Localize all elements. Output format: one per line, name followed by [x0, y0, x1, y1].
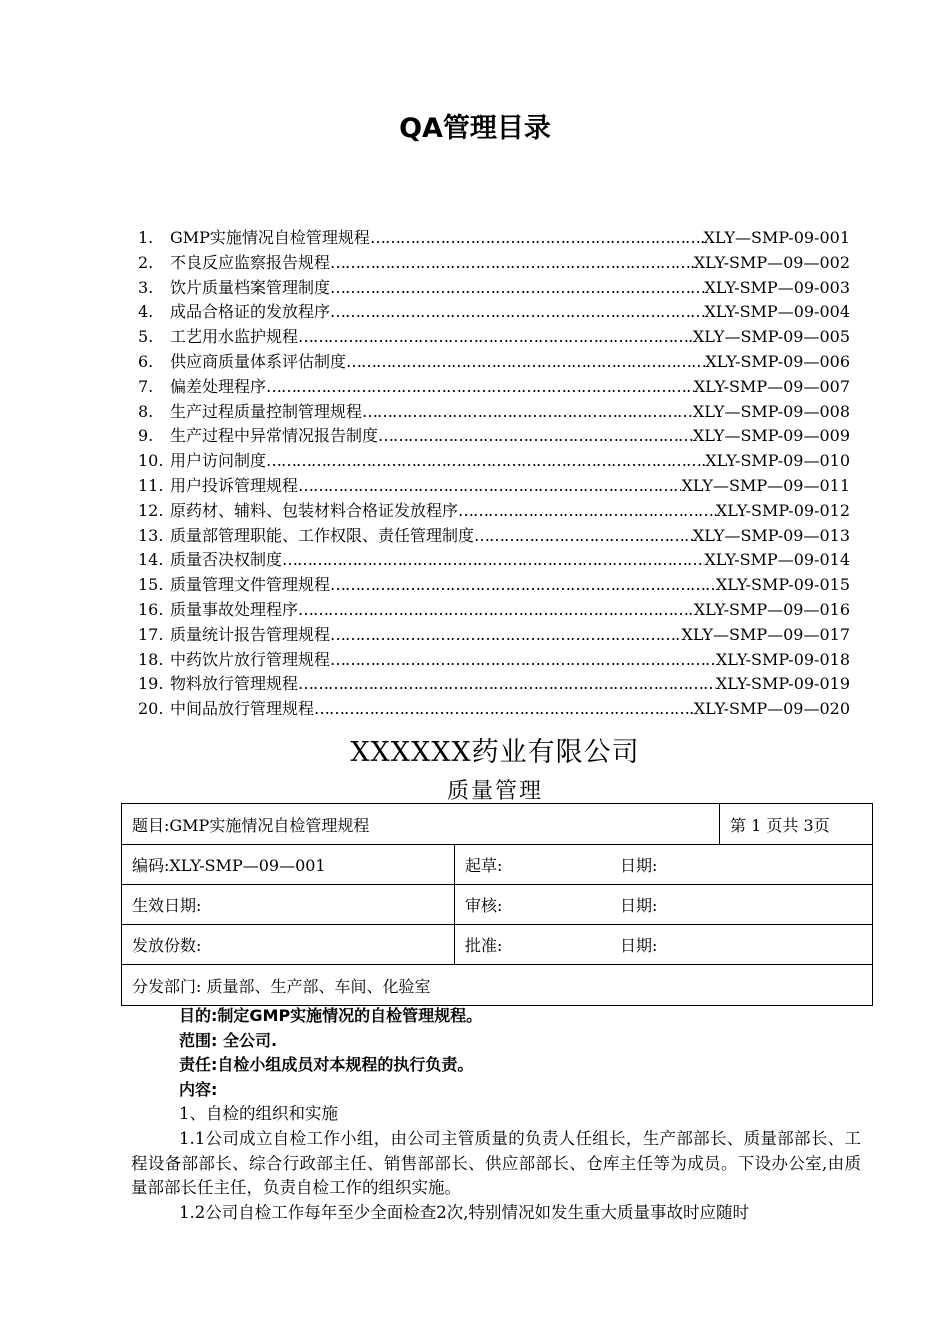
form-distribution: 分发部门: 质量部、生产部、车间、化验室 [132, 976, 431, 996]
toc-number: 17. [138, 624, 164, 644]
toc-title: 不良反应监察报告规程 [170, 252, 331, 272]
toc-entry [138, 424, 858, 449]
toc-number: 6. [138, 351, 154, 371]
toc-title: 用户访问制度 [170, 451, 267, 471]
toc-number: 14. [138, 550, 164, 570]
toc-number: 5. [138, 327, 154, 347]
form-copies: 发放份数: [122, 925, 455, 964]
toc-entry [138, 350, 858, 375]
toc-number: 8. [138, 401, 154, 421]
toc-entry [138, 524, 858, 549]
toc-code: XLY—SMP-09—005 [692, 327, 850, 347]
toc-leader [362, 400, 693, 425]
toc-entry [138, 598, 858, 623]
toc-entry [138, 623, 858, 648]
document-title: QA管理目录 [399, 113, 551, 144]
form-review-label: 审核: [465, 896, 503, 915]
scope-line: 范围: 全公司. [179, 1030, 278, 1050]
form-code: 编码:XLY-SMP—09—001 [122, 845, 455, 884]
form-row-code [122, 845, 872, 885]
procedure-body [131, 1004, 861, 1225]
toc-title: 质量否决权制度 [170, 550, 283, 570]
toc-leader [330, 300, 704, 325]
toc-entry [138, 226, 858, 251]
content-heading: 内容: [179, 1079, 218, 1099]
form-approve-date: 日期: [620, 936, 658, 955]
form-row-effective [122, 885, 872, 925]
toc-number: 7. [138, 376, 154, 396]
toc-title: 物料放行管理规程 [170, 674, 299, 694]
toc-title: 用户投诉管理规程 [170, 475, 299, 495]
toc-code: XLY-SMP—09—007 [693, 376, 850, 396]
document-header-form [121, 803, 873, 1006]
toc-leader [298, 325, 693, 350]
form-approve-label: 批准: [465, 936, 503, 955]
toc-title: 中间品放行管理规程 [170, 699, 315, 719]
toc-entry [138, 697, 858, 722]
toc-code: XLY—SMP-09-001 [703, 228, 850, 247]
purpose-line: 目的:制定GMP实施情况的自检管理规程。 [179, 1006, 483, 1025]
toc-leader [474, 524, 693, 549]
toc-title: 生产过程中异常情况报告制度 [170, 426, 379, 446]
table-of-contents [138, 226, 858, 722]
toc-leader [378, 424, 693, 449]
form-row-distribution [122, 965, 872, 1005]
toc-entry [138, 251, 858, 276]
toc-leader [330, 276, 704, 301]
toc-leader [370, 226, 704, 251]
paragraph: 1.1公司成立自检工作小组，由公司主管质量的负责人任组长，生产部部长、质量部部长、工程设备部部长、综合行政部主任、销售部部长、供应部部长、仓库主任等为成员。下设办公室,由质量部部长任主任，负责自检工作的组织实施。 [131, 1128, 861, 1198]
toc-code: XLY-SMP-09—006 [705, 351, 850, 371]
toc-entry [138, 548, 858, 573]
toc-number: 12. [138, 500, 164, 520]
toc-number: 13. [138, 525, 164, 545]
toc-entry [138, 648, 858, 673]
toc-leader [266, 375, 694, 400]
toc-number: 15. [138, 575, 164, 595]
toc-title: 中药饮片放行管理规程 [170, 649, 331, 669]
toc-leader [346, 350, 705, 375]
toc-leader [314, 697, 694, 722]
form-title: 题目:GMP实施情况自检管理规程 [122, 804, 720, 844]
toc-number: 18. [138, 649, 164, 669]
toc-leader [298, 474, 681, 499]
toc-code: XLY-SMP-09-019 [715, 674, 850, 694]
toc-code: XLY—SMP—09—011 [681, 475, 850, 495]
form-effective-date: 生效日期: [122, 885, 455, 924]
toc-leader [330, 573, 716, 598]
toc-number: 4. [138, 302, 154, 322]
toc-code: XLY—SMP-09—013 [692, 525, 850, 545]
toc-entry [138, 449, 858, 474]
toc-code: XLY—SMP-09—008 [692, 401, 850, 421]
toc-title: 饮片质量档案管理制度 [170, 277, 331, 297]
toc-entry [138, 375, 858, 400]
toc-entry [138, 400, 858, 425]
toc-number: 19. [138, 674, 164, 694]
toc-entry [138, 325, 858, 350]
toc-number: 16. [138, 599, 164, 619]
toc-title: 偏差处理程序 [170, 376, 267, 396]
toc-code: XLY-SMP—09-014 [704, 550, 850, 570]
toc-title: GMP实施情况自检管理规程 [170, 228, 370, 247]
form-row-copies [122, 925, 872, 965]
toc-leader [330, 648, 716, 673]
toc-code: XLY-SMP—09—016 [693, 599, 850, 619]
toc-title: 原药材、辅料、包装材料合格证发放程序 [170, 500, 459, 520]
toc-entry [138, 672, 858, 697]
toc-title: 生产过程质量控制管理规程 [170, 401, 363, 421]
toc-code: XLY-SMP-09-012 [715, 500, 850, 520]
toc-number: 10. [138, 451, 164, 471]
toc-title: 质量事故处理程序 [170, 599, 299, 619]
page-indicator: 第 1 页共 3页 [730, 815, 830, 835]
toc-code: XLY-SMP-09—010 [705, 451, 850, 471]
form-draft-label: 起草: [465, 856, 503, 875]
toc-entry [138, 573, 858, 598]
form-row-title [122, 804, 872, 845]
toc-code: XLY—SMP—09—017 [681, 624, 850, 644]
toc-title: 工艺用水监护规程 [170, 327, 299, 347]
toc-entry [138, 300, 858, 325]
toc-entry [138, 474, 858, 499]
toc-code: XLY-SMP-09-015 [715, 575, 850, 595]
toc-title: 供应商质量体系评估制度 [170, 351, 347, 371]
toc-leader [282, 548, 704, 573]
toc-code: XLY-SMP—09-004 [704, 302, 850, 322]
toc-number: 2. [138, 252, 154, 272]
toc-number: 11. [138, 475, 164, 495]
toc-code: XLY—SMP-09—009 [692, 426, 850, 446]
section-heading: 1、自检的组织和实施 [179, 1104, 338, 1124]
department-title: 质量管理 [446, 779, 543, 804]
toc-leader [330, 251, 694, 276]
form-draft-date: 日期: [620, 856, 658, 875]
toc-number: 3. [138, 277, 154, 297]
toc-leader [298, 672, 716, 697]
company-name: XXXXXX药业有限公司 [350, 737, 640, 768]
toc-entry [138, 499, 858, 524]
toc-title: 质量部管理职能、工作权限、责任管理制度 [170, 525, 475, 545]
toc-number: 9. [138, 426, 154, 446]
toc-code: XLY-SMP—09—020 [693, 699, 850, 719]
toc-title: 质量管理文件管理规程 [170, 575, 331, 595]
toc-code: XLY-SMP—09—002 [693, 252, 850, 272]
paragraph: 1.2公司自检工作每年至少全面检查2次,特别情况如发生重大质量事故时应随时 [179, 1202, 749, 1222]
toc-code: XLY-SMP-09-018 [715, 649, 850, 669]
toc-number: 20. [138, 699, 164, 719]
toc-leader [330, 623, 681, 648]
form-review-date: 日期: [620, 896, 658, 915]
toc-leader [298, 598, 694, 623]
responsibility-line: 责任:自检小组成员对本规程的执行负责。 [179, 1055, 474, 1075]
toc-code: XLY-SMP—09-003 [704, 277, 850, 297]
toc-title: 成品合格证的发放程序 [170, 302, 331, 322]
toc-title: 质量统计报告管理规程 [170, 624, 331, 644]
toc-entry [138, 276, 858, 301]
toc-leader [458, 499, 716, 524]
toc-number: 1. [138, 228, 154, 247]
toc-leader [266, 449, 705, 474]
